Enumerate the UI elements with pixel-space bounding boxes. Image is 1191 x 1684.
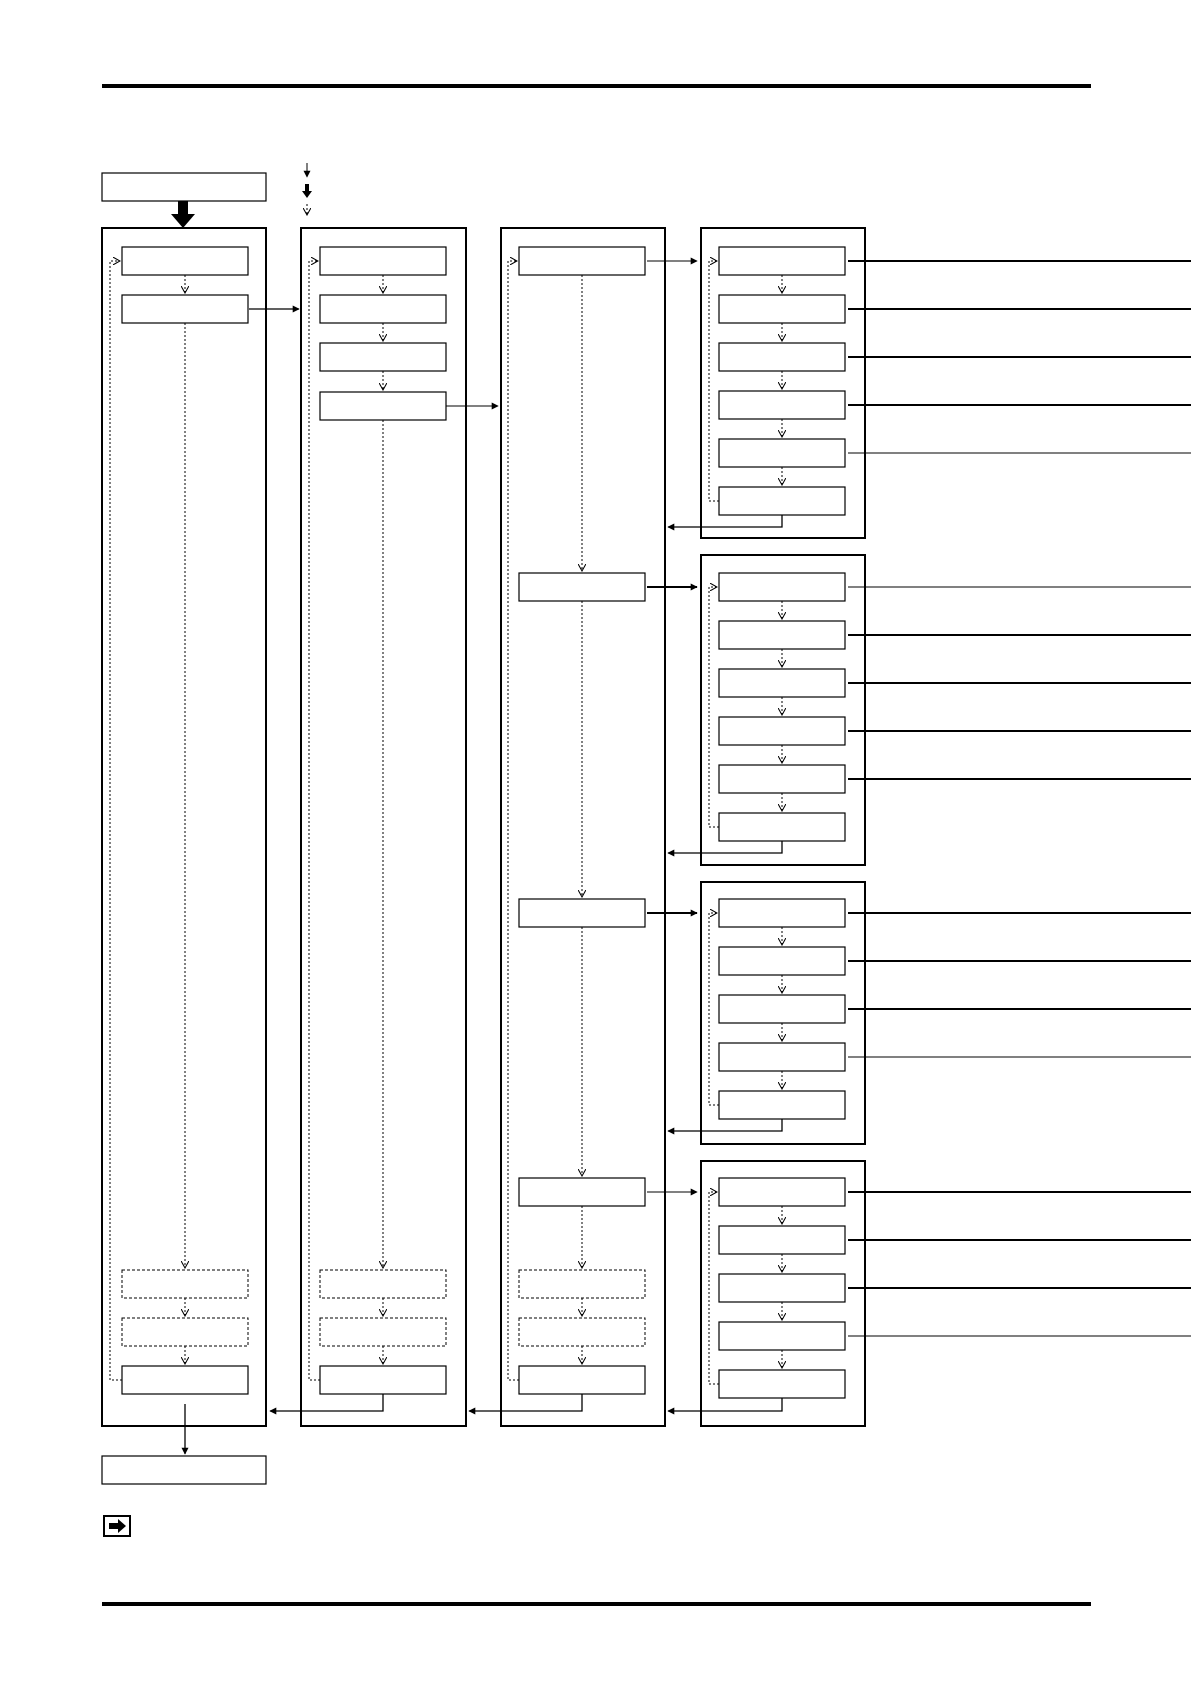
col2-loop-arrow (309, 261, 320, 1380)
group4-loop-arrow (709, 1192, 719, 1384)
col2-box-last (320, 1366, 446, 1394)
group2-box-6 (719, 813, 845, 841)
group1-return-arrow (668, 515, 782, 527)
group4-box-5 (719, 1370, 845, 1398)
col1-box-2 (122, 295, 248, 323)
col3-box-4 (519, 1178, 645, 1206)
group3-box-2 (719, 947, 845, 975)
group1-box-6 (719, 487, 845, 515)
diagram-boxes (122, 247, 845, 1398)
group2-return-arrow (668, 841, 782, 853)
col2-box-4 (320, 392, 446, 420)
col1-optional-box-2 (122, 1318, 248, 1346)
legend-thick-arrow-shaft (305, 184, 309, 192)
col3-optional-box-2 (519, 1318, 645, 1346)
group2-loop-arrow (709, 587, 719, 827)
group2-box-4 (719, 717, 845, 745)
diagram-connectors (110, 261, 1191, 1411)
group4-box-4 (719, 1322, 845, 1350)
col2-box-3 (320, 343, 446, 371)
group2-box-3 (719, 669, 845, 697)
group3-box-4 (719, 1043, 845, 1071)
group4-return-arrow (668, 1398, 782, 1411)
col3-optional-box-1 (519, 1270, 645, 1298)
col3-box-last (519, 1366, 645, 1394)
col3-box-1 (519, 247, 645, 275)
col1-loop-arrow (110, 261, 122, 1380)
col2-box-2 (320, 295, 446, 323)
col2-optional-box-2 (320, 1318, 446, 1346)
start-arrow-head (171, 214, 195, 228)
col1-box-1 (122, 247, 248, 275)
group1-box-3 (719, 343, 845, 371)
group3-box-3 (719, 995, 845, 1023)
group2-box-5 (719, 765, 845, 793)
group1-box-5 (719, 439, 845, 467)
col3-return-arrow (469, 1394, 582, 1411)
col3-box-3 (519, 899, 645, 927)
group4-box-1 (719, 1178, 845, 1206)
column-frame-3 (501, 228, 665, 1426)
group1-box-1 (719, 247, 845, 275)
group3-loop-arrow (709, 913, 719, 1105)
group1-box-2 (719, 295, 845, 323)
col2-box-1 (320, 247, 446, 275)
group1-loop-arrow (709, 261, 719, 501)
group3-box-5 (719, 1091, 845, 1119)
legend (302, 163, 312, 215)
group2-box-1 (719, 573, 845, 601)
arrow-right-note-icon (104, 1516, 130, 1536)
col1-box-last (122, 1366, 248, 1394)
col3-box-2 (519, 573, 645, 601)
start-box (102, 173, 266, 201)
col2-optional-box-1 (320, 1270, 446, 1298)
group2-box-2 (719, 621, 845, 649)
group4-box-2 (719, 1226, 845, 1254)
column-frame-1 (102, 228, 266, 1426)
col3-loop-arrow (508, 261, 519, 1380)
legend-thick-arrow-head (302, 191, 312, 198)
end-box (102, 1456, 266, 1484)
start-arrow-shaft (178, 201, 188, 215)
group3-box-1 (719, 899, 845, 927)
group1-box-4 (719, 391, 845, 419)
group4-box-3 (719, 1274, 845, 1302)
group3-return-arrow (668, 1119, 782, 1131)
col1-optional-box-1 (122, 1270, 248, 1298)
col2-return-arrow (270, 1394, 383, 1411)
